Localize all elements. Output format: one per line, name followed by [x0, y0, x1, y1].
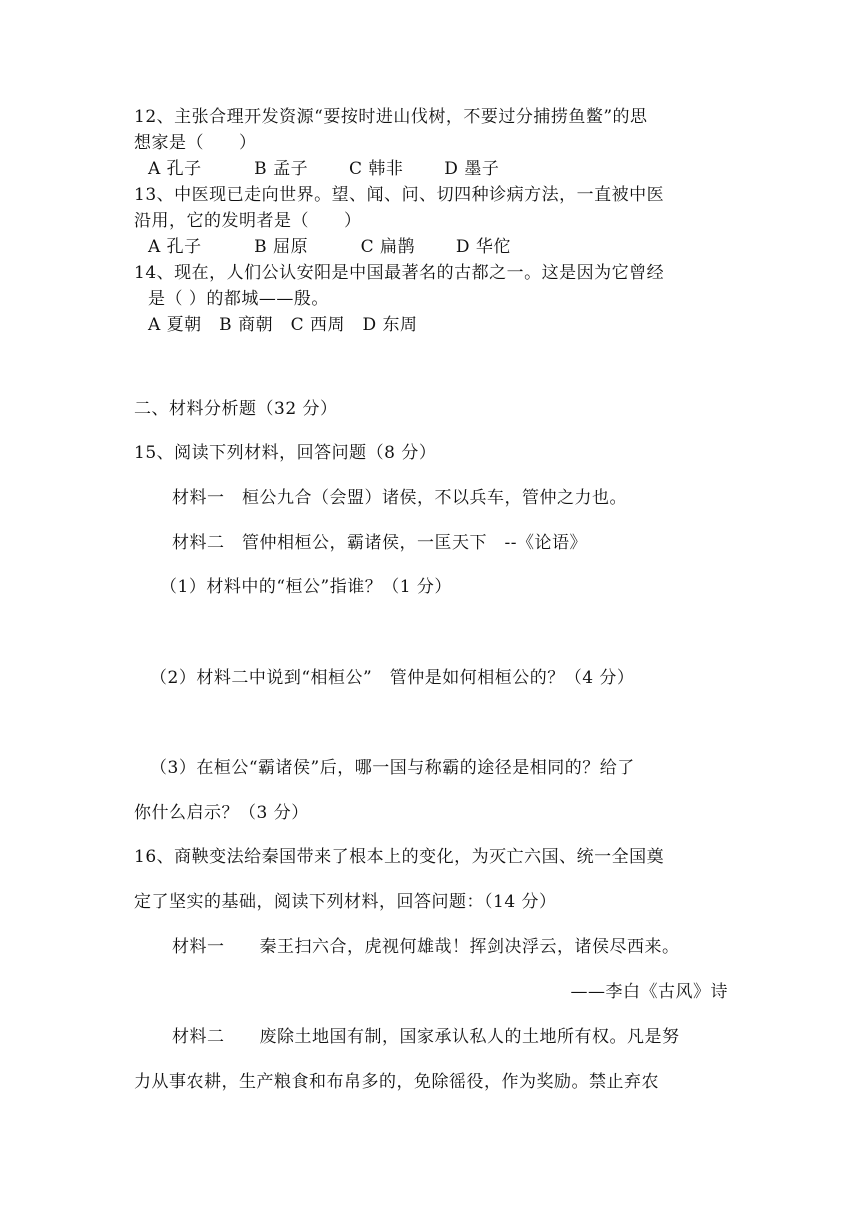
q15-material2: 材料二 管仲相桓公，霸诸侯，一匡天下 --《论语》 — [172, 533, 587, 553]
q15-material1: 材料一 桓公九合（会盟）诸侯，不以兵车，管仲之力也。 — [172, 488, 627, 508]
q16-material1-source: ——李白《古风》诗 — [570, 982, 728, 1002]
q15-stem: 15、阅读下列材料，回答问题（8 分） — [134, 443, 437, 463]
q12-options: A 孔子 B 孟子 C 韩非 D 墨子 — [148, 159, 500, 179]
q14-stem-line1: 14、现在，人们公认安阳是中国最著名的古都之一。这是因为它曾经 — [134, 263, 665, 283]
q14-options: A 夏朝 B 商朝 C 西周 D 东周 — [148, 315, 418, 335]
q12-stem-line2: 想家是（ ） — [134, 133, 257, 153]
q16-stem-line1: 16、商鞅变法给秦国带来了根本上的变化，为灭亡六国、统一全国奠 — [134, 847, 665, 867]
q16-stem-line2: 定了坚实的基础，阅读下列材料，回答问题：（14 分） — [134, 892, 557, 912]
q16-material2-line2: 力从事农耕，生产粮食和布帛多的，免除徭役，作为奖励。禁止弃农 — [134, 1072, 659, 1092]
q14-stem-line2: 是（ ）的都城——殷。 — [148, 289, 329, 309]
q15-sub1: （1）材料中的“桓公”指谁？（1 分） — [160, 577, 452, 597]
q15-sub2: （2）材料二中说到“相桓公” 管仲是如何相桓公的？（4 分） — [150, 668, 635, 688]
section2-heading: 二、材料分析题（32 分） — [134, 399, 338, 419]
q15-sub3-line1: （3）在桓公“霸诸侯”后，哪一国与称霸的途径是相同的？给了 — [150, 758, 635, 778]
q16-material2-line1: 材料二 废除土地国有制，国家承认私人的土地所有权。凡是努 — [172, 1027, 680, 1047]
q12-stem-line1: 12、主张合理开发资源“要按时进山伐树，不要过分捕捞鱼鳖”的思 — [134, 107, 648, 127]
q13-stem-line2: 沿用，它的发明者是（ ） — [134, 211, 362, 231]
q13-options: A 孔子 B 屈原 C 扁鹊 D 华佗 — [148, 237, 511, 257]
q16-material1: 材料一 秦王扫六合，虎视何雄哉！挥剑决浮云，诸侯尽西来。 — [172, 937, 680, 957]
q15-sub3-line2: 你什么启示？（3 分） — [134, 803, 309, 823]
q13-stem-line1: 13、中医现已走向世界。望、闻、问、切四种诊病方法，一直被中医 — [134, 185, 665, 205]
